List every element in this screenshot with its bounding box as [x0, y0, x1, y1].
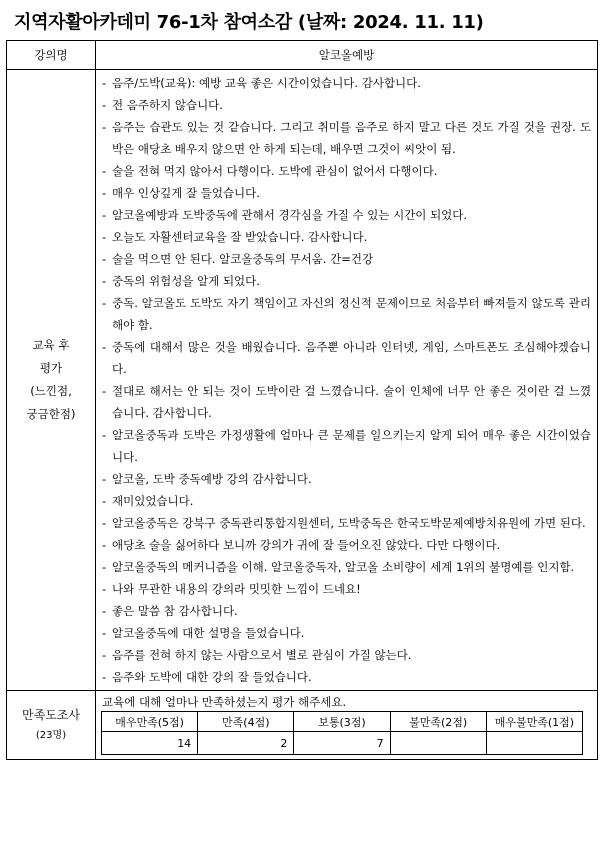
feedback-item: - 음주를 전혀 하지 않는 사람으로서 별로 관심이 가질 않는다. [102, 644, 591, 666]
evaluation-label [7, 70, 96, 691]
feedback-list [96, 70, 597, 690]
count-very-dissatisfied [486, 732, 582, 755]
feedback-item: - 음주는 습관도 있는 것 같습니다. 그리고 취미를 음주로 하지 말고 다른 것도 가질 것을 권장. 도박은 애당초 배우지 않으면 안 하게 되는데, 배우면 그것이 씨앗이 됨. [102, 116, 591, 160]
feedback-item: - 전 음주하지 않습니다. [102, 94, 591, 116]
feedback-item: - 술을 먹으면 안 된다. 알코올중독의 무서움. 간=건강 [102, 248, 591, 270]
feedback-item: - 음주와 도박에 대한 강의 잘 들었습니다. [102, 666, 591, 688]
feedback-item: - 재미있었습니다. [102, 490, 591, 512]
satisfaction-label: 만족도조사 [22, 708, 80, 722]
option-very-satisfied: 매우만족(5점) [102, 712, 198, 732]
count-satisfied: 2 [198, 732, 294, 755]
header-lecture-name: 알코올예방 [96, 41, 598, 70]
feedback-item: - 절대로 해서는 안 되는 것이 도박이란 걸 느꼈습니다. 술이 인체에 너무 안 좋은 것이란 걸 느꼈습니다. 감사합니다. [102, 380, 591, 424]
evaluation-row [7, 70, 598, 691]
feedback-item: - 알코올중독은 강북구 중독관리통합지원센터, 도박중독은 한국도박문제예방치유원에 가면 된다. [102, 512, 591, 534]
evaluation-label-line: 교육 후 [32, 338, 70, 352]
option-very-dissatisfied: 매우불만족(1점) [486, 712, 582, 732]
feedback-item: - 알코올중독에 대한 설명을 들었습니다. [102, 622, 591, 644]
feedback-item: - 매우 인상깊게 잘 들었습니다. [102, 182, 591, 204]
feedback-item: - 알코올중독의 메커니즘을 이해. 알코올중독자, 알코올 소비량이 세계 1위의 불명예를 인지함. [102, 556, 591, 578]
satisfaction-question: 교육에 대해 얼마나 만족하셨는지 평가 해주세요. [102, 695, 347, 709]
feedback-item: - 중독. 알코올도 도박도 자기 책임이고 자신의 정신적 문제이므로 처음부터 빠져들지 않도록 관리해야 함. [102, 292, 591, 336]
page-title: 지역자활아카데미 76-1차 참여소감 (날짜: 2024. 11. 11) [14, 12, 484, 33]
feedback-item: - 중독의 위험성을 알게 되었다. [102, 270, 591, 292]
feedback-item: - 좋은 말씀 참 감사합니다. [102, 600, 591, 622]
satisfaction-values-row [102, 732, 583, 755]
feedback-item: - 중독에 대해서 많은 것을 배웠습니다. 음주뿐 아니라 인터넷, 게임, 스마트폰도 조심해야겠습니다. [102, 336, 591, 380]
feedback-item: - 알코올, 도박 중독예방 강의 감사합니다. [102, 468, 591, 490]
satisfaction-row [7, 691, 598, 760]
feedback-item: - 알코올중독과 도박은 가정생활에 얼마나 큰 문제를 일으키는지 알게 되어 매우 좋은 시간이었습니다. [102, 424, 591, 468]
respondent-count: (23명) [35, 730, 67, 741]
feedback-item: - 애당초 술을 싫어하다 보니까 강의가 귀에 잘 들어오진 않았다. 다만 다행이다. [102, 534, 591, 556]
satisfaction-options-row [102, 712, 583, 732]
option-dissatisfied: 불만족(2점) [390, 712, 486, 732]
satisfaction-content [96, 691, 598, 760]
feedback-item: - 나와 무관한 내용의 강의라 밋밋한 느낌이 드네요! [102, 578, 591, 600]
count-very-satisfied: 14 [102, 732, 198, 755]
feedback-table [6, 40, 598, 760]
count-dissatisfied [390, 732, 486, 755]
feedback-item: - 알코올예방과 도박중독에 관해서 경각심을 가질 수 있는 시간이 되었다. [102, 204, 591, 226]
header-row [7, 41, 598, 70]
header-lecture-label: 강의명 [7, 41, 96, 70]
evaluation-label-line: (느낀점, [30, 384, 72, 398]
evaluation-label-line: 궁금한점) [26, 407, 76, 421]
option-satisfied: 만족(4점) [198, 712, 294, 732]
count-neutral: 7 [294, 732, 390, 755]
evaluation-content [96, 70, 598, 691]
satisfaction-table [101, 711, 583, 755]
feedback-item: - 음주/도박(교육): 예방 교육 좋은 시간이었습니다. 감사합니다. [102, 72, 591, 94]
feedback-item: - 오늘도 자활센터교육을 잘 받았습니다. 감사합니다. [102, 226, 591, 248]
satisfaction-label-cell [7, 691, 96, 760]
option-neutral: 보통(3점) [294, 712, 390, 732]
feedback-item: - 술을 전혀 먹지 않아서 다행이다. 도박에 관심이 없어서 다행이다. [102, 160, 591, 182]
evaluation-label-line: 평가 [39, 361, 63, 375]
